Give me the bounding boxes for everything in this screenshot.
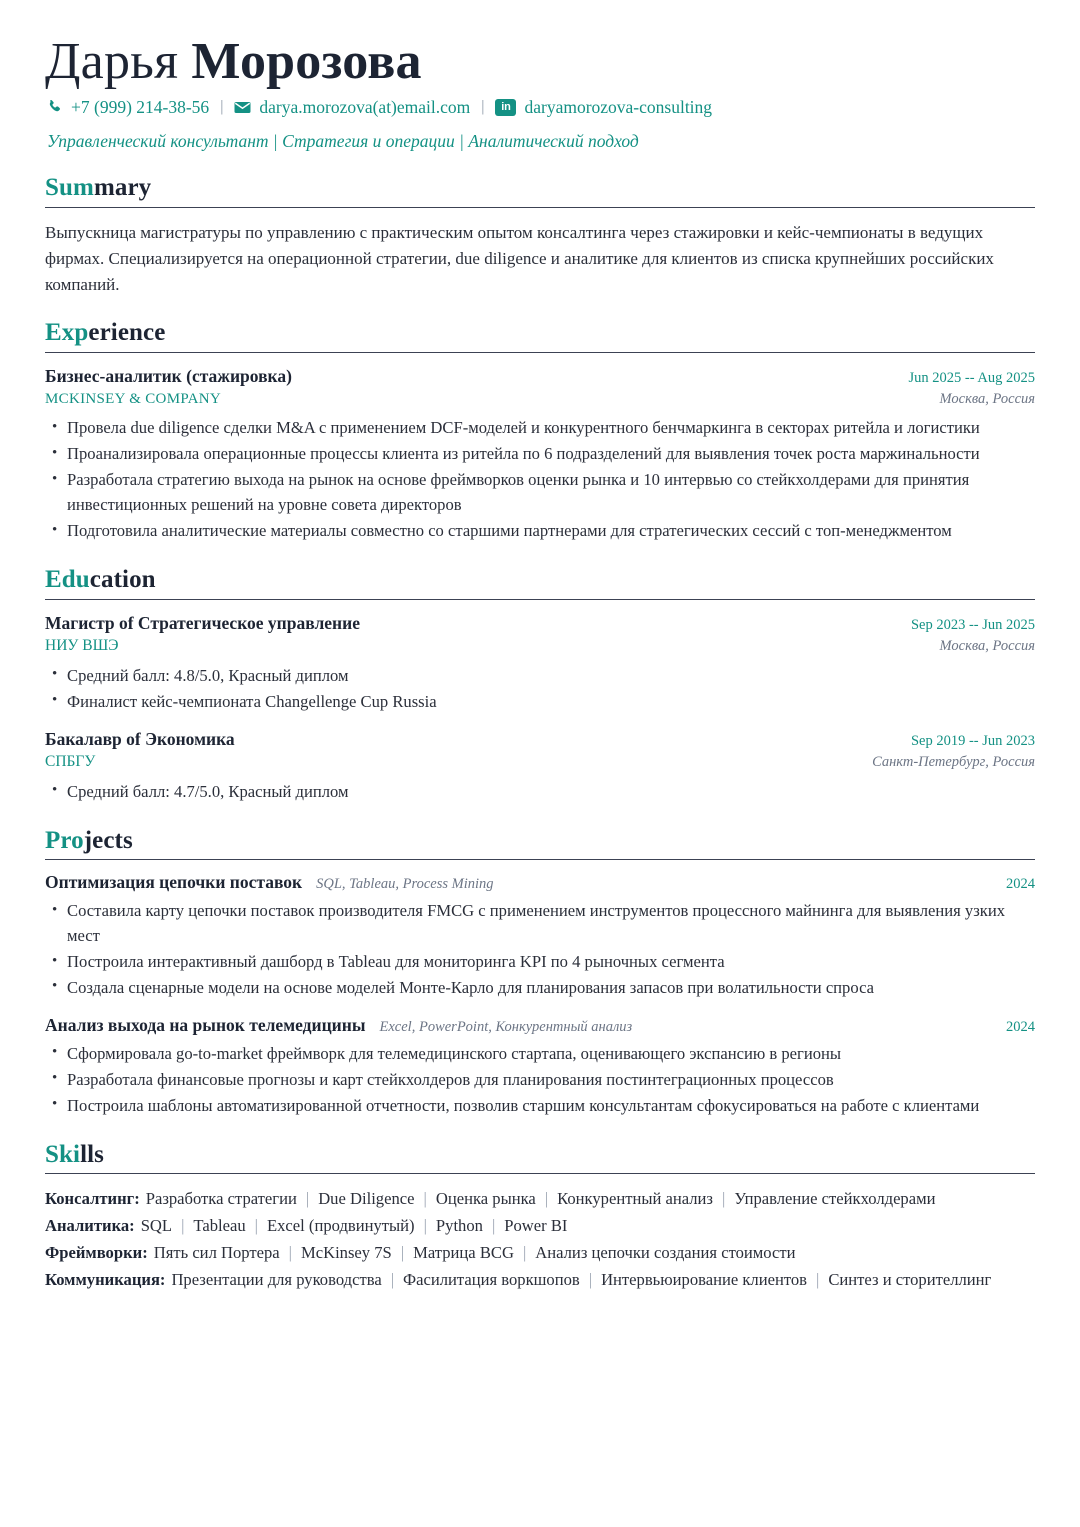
section-title-rest: cation bbox=[89, 565, 156, 593]
degree-title: Магистр of Стратегическое управление bbox=[45, 612, 360, 633]
skill-item: Интервьюирование клиентов bbox=[601, 1269, 808, 1289]
contact-separator-2: | bbox=[481, 98, 485, 116]
list-item: • Финалист кейс-чемпионата Changellenge Cup Russia bbox=[45, 690, 1035, 715]
skill-separator: | bbox=[305, 1189, 310, 1209]
skill-item: Оценка рынка bbox=[435, 1189, 536, 1209]
list-item: • Средний балл: 4.8/5.0, Красный диплом bbox=[45, 664, 1035, 689]
job-bullets bbox=[45, 416, 1035, 543]
job-company: MCKINSEY & COMPANY bbox=[45, 390, 221, 407]
skill-item: Due Diligence bbox=[318, 1189, 415, 1209]
list-item: • Подготовила аналитические материалы совместно со старшими партнерами для стратегических сессий с топ-менеджментом bbox=[45, 519, 1035, 544]
phone-value: +7 (999) 214-38-56 bbox=[71, 96, 210, 117]
section-title-projects bbox=[45, 827, 1035, 856]
section-education bbox=[45, 566, 1035, 805]
skill-separator: | bbox=[491, 1216, 496, 1236]
skill-item: Презентации для руководства bbox=[171, 1269, 382, 1289]
list-item: • Построила шаблоны автоматизированной отчетности, позволив старшим консультантам сфокусироваться на работе с клиентами bbox=[45, 1094, 1035, 1119]
project-bullets bbox=[45, 1042, 1035, 1119]
section-summary bbox=[45, 174, 1035, 297]
education-entry-header bbox=[45, 612, 1035, 636]
skill-separator: | bbox=[254, 1216, 258, 1236]
project-stack: SQL, Tableau, Process Mining bbox=[316, 876, 494, 893]
project-header bbox=[45, 1015, 1035, 1036]
linkedin-icon: in bbox=[495, 99, 516, 116]
section-title-rest: jects bbox=[83, 826, 133, 854]
section-title-experience bbox=[45, 319, 1035, 348]
page-title bbox=[45, 34, 1035, 89]
education-entry-subheader bbox=[45, 635, 1035, 657]
skill-item: Анализ цепочки создания стоимости bbox=[535, 1243, 796, 1263]
skill-separator: | bbox=[721, 1189, 726, 1209]
skill-separator: | bbox=[588, 1269, 593, 1289]
education-bullets bbox=[45, 780, 1035, 805]
skills-list bbox=[45, 1186, 1035, 1294]
project-entry bbox=[45, 872, 1035, 1001]
skill-row bbox=[45, 1267, 1035, 1294]
project-name: Оптимизация цепочки поставок bbox=[45, 872, 303, 893]
project-header-left bbox=[45, 1015, 632, 1036]
skill-separator: | bbox=[400, 1243, 405, 1263]
experience-entry bbox=[45, 365, 1035, 544]
list-item: • Проанализировала операционные процессы клиента из ритейла по 6 подразделений для выявления точек роста маржинальности bbox=[45, 442, 1035, 467]
email-value: darya.morozova(at)email.com bbox=[259, 96, 471, 117]
education-entry bbox=[45, 728, 1035, 805]
education-bullets bbox=[45, 664, 1035, 715]
skill-item: Пять сил Портера bbox=[153, 1243, 280, 1263]
project-bullets bbox=[45, 899, 1035, 1001]
skill-item: Excel (продвинутый) bbox=[267, 1216, 415, 1236]
skill-category: Консалтинг: bbox=[45, 1189, 140, 1209]
section-experience bbox=[45, 319, 1035, 544]
section-divider bbox=[45, 1173, 1035, 1174]
list-item: • Создала сценарные модели на основе моделей Монте-Карло для планирования запасов при волатильности спроса bbox=[45, 976, 1035, 1001]
school-location: Санкт-Петербург, Россия bbox=[872, 754, 1035, 771]
skill-separator: | bbox=[423, 1216, 427, 1236]
list-item: • Составила карту цепочки поставок производителя FMCG с применением инструментов процессного майнинга для выявления узких мест bbox=[45, 899, 1035, 949]
skill-item: Python bbox=[435, 1216, 483, 1236]
section-title-accent: Exp bbox=[45, 319, 89, 347]
linkedin-value: daryamorozova-consulting bbox=[524, 96, 713, 117]
section-title-accent: Edu bbox=[45, 565, 90, 593]
skill-row bbox=[45, 1186, 1035, 1213]
skill-separator: | bbox=[423, 1189, 427, 1209]
section-title-rest: lls bbox=[80, 1140, 104, 1168]
skill-separator: | bbox=[288, 1243, 292, 1263]
job-location: Москва, Россия bbox=[939, 390, 1035, 407]
skill-item: SQL bbox=[140, 1216, 173, 1236]
skill-item: Фасилитация воркшопов bbox=[403, 1269, 580, 1289]
section-divider bbox=[45, 352, 1035, 353]
degree-date: Sep 2023 -- Jun 2025 bbox=[910, 616, 1035, 633]
section-title-education bbox=[45, 566, 1035, 595]
section-skills bbox=[45, 1141, 1035, 1294]
project-entry bbox=[45, 1015, 1035, 1119]
skill-item: Tableau bbox=[193, 1216, 246, 1236]
project-header bbox=[45, 872, 1035, 893]
skill-category: Коммуникация: bbox=[45, 1269, 166, 1289]
skill-category: Аналитика: bbox=[45, 1216, 135, 1236]
skill-item: Конкурентный анализ bbox=[557, 1189, 713, 1209]
skill-item: Матрица BCG bbox=[413, 1243, 514, 1263]
skill-row bbox=[45, 1213, 1035, 1240]
skill-separator: | bbox=[390, 1269, 395, 1289]
project-year: 2024 bbox=[1006, 876, 1035, 893]
skill-separator: | bbox=[181, 1216, 185, 1236]
skill-item: Power BI bbox=[504, 1216, 568, 1236]
school-name: НИУ ВШЭ bbox=[45, 637, 119, 655]
section-title-summary bbox=[45, 174, 1035, 203]
section-divider bbox=[45, 859, 1035, 860]
first-name: Дарья bbox=[45, 33, 179, 90]
resume-header bbox=[45, 34, 1035, 152]
section-projects bbox=[45, 827, 1035, 1119]
skill-row bbox=[45, 1240, 1035, 1267]
experience-entry-header bbox=[45, 365, 1035, 389]
phone-icon bbox=[47, 99, 63, 115]
project-name: Анализ выхода на рынок телемедицины bbox=[45, 1014, 366, 1035]
list-item: • Средний балл: 4.7/5.0, Красный диплом bbox=[45, 780, 1035, 805]
job-title: Бизнес-аналитик (стажировка) bbox=[45, 366, 292, 387]
section-title-rest: erience bbox=[88, 319, 166, 347]
envelope-icon bbox=[234, 101, 251, 114]
education-entry bbox=[45, 612, 1035, 715]
degree-title: Бакалавр of Экономика bbox=[45, 728, 235, 749]
section-divider bbox=[45, 599, 1035, 600]
skill-separator: | bbox=[816, 1269, 820, 1289]
skill-category: Фреймворки: bbox=[45, 1243, 148, 1263]
skill-separator: | bbox=[522, 1243, 527, 1263]
list-item: • Провела due diligence сделки M&A с применением DCF-моделей и конкурентного бенчмаркинга в секторах ритейла и логистики bbox=[45, 416, 1035, 441]
tagline: Управленческий консультант | Стратегия и операции | Аналитический подход bbox=[47, 131, 639, 152]
project-stack: Excel, PowerPoint, Конкурентный анализ bbox=[379, 1018, 633, 1035]
education-entry-subheader bbox=[45, 751, 1035, 773]
skill-item: McKinsey 7S bbox=[300, 1243, 392, 1263]
section-title-skills bbox=[45, 1141, 1035, 1170]
school-name: СПБГУ bbox=[45, 753, 96, 771]
section-divider bbox=[45, 207, 1035, 208]
contact-separator-1: | bbox=[220, 98, 224, 116]
section-title-accent: Pro bbox=[45, 826, 84, 854]
section-title-accent: Ski bbox=[45, 1140, 81, 1168]
job-date: Jun 2025 -- Aug 2025 bbox=[908, 370, 1035, 387]
section-title-accent: Sum bbox=[45, 174, 94, 202]
list-item: • Построила интерактивный дашборд в Tableau для мониторинга KPI по 4 рыночных сегмента bbox=[45, 950, 1035, 975]
skill-item: Разработка стратегии bbox=[145, 1189, 297, 1209]
contact-line bbox=[47, 95, 1035, 119]
project-year: 2024 bbox=[1006, 1018, 1035, 1035]
last-name: Морозова bbox=[191, 33, 422, 90]
summary-text: Выпускница магистратуры по управлению с практическим опытом консалтинга через стажировки и кейс-чемпионаты в ведущих фирмах. Специализируется на операционной стратегии, due diligence и аналитике для клиентов из списка крупнейших российских компаний. bbox=[45, 222, 994, 294]
experience-entry-subheader bbox=[45, 389, 1035, 411]
skill-item: Синтез и сторителлинг bbox=[828, 1269, 992, 1289]
contact-linkedin[interactable] bbox=[495, 97, 712, 118]
project-header-left bbox=[45, 872, 494, 893]
skill-separator: | bbox=[544, 1189, 549, 1209]
contact-email[interactable] bbox=[234, 97, 470, 118]
list-item: • Разработала стратегию выхода на рынок на основе фреймворков оценки рынка и 10 интервью со стейкхолдерами для принятия инвестиционных решений на уровне совета директоров bbox=[45, 468, 1035, 518]
list-item: • Сформировала go-to-market фреймворк для телемедицинского стартапа, оценивающего экспансию в регионы bbox=[45, 1042, 1035, 1067]
skill-item: Управление стейкхолдерами bbox=[734, 1189, 936, 1209]
list-item: • Разработала финансовые прогнозы и карт стейкхолдеров для планирования постинтеграционных процессов bbox=[45, 1068, 1035, 1093]
degree-date: Sep 2019 -- Jun 2023 bbox=[910, 732, 1035, 749]
section-title-rest: mary bbox=[93, 174, 152, 202]
school-location: Москва, Россия bbox=[939, 638, 1035, 655]
education-entry-header bbox=[45, 728, 1035, 752]
contact-phone[interactable] bbox=[47, 97, 209, 118]
